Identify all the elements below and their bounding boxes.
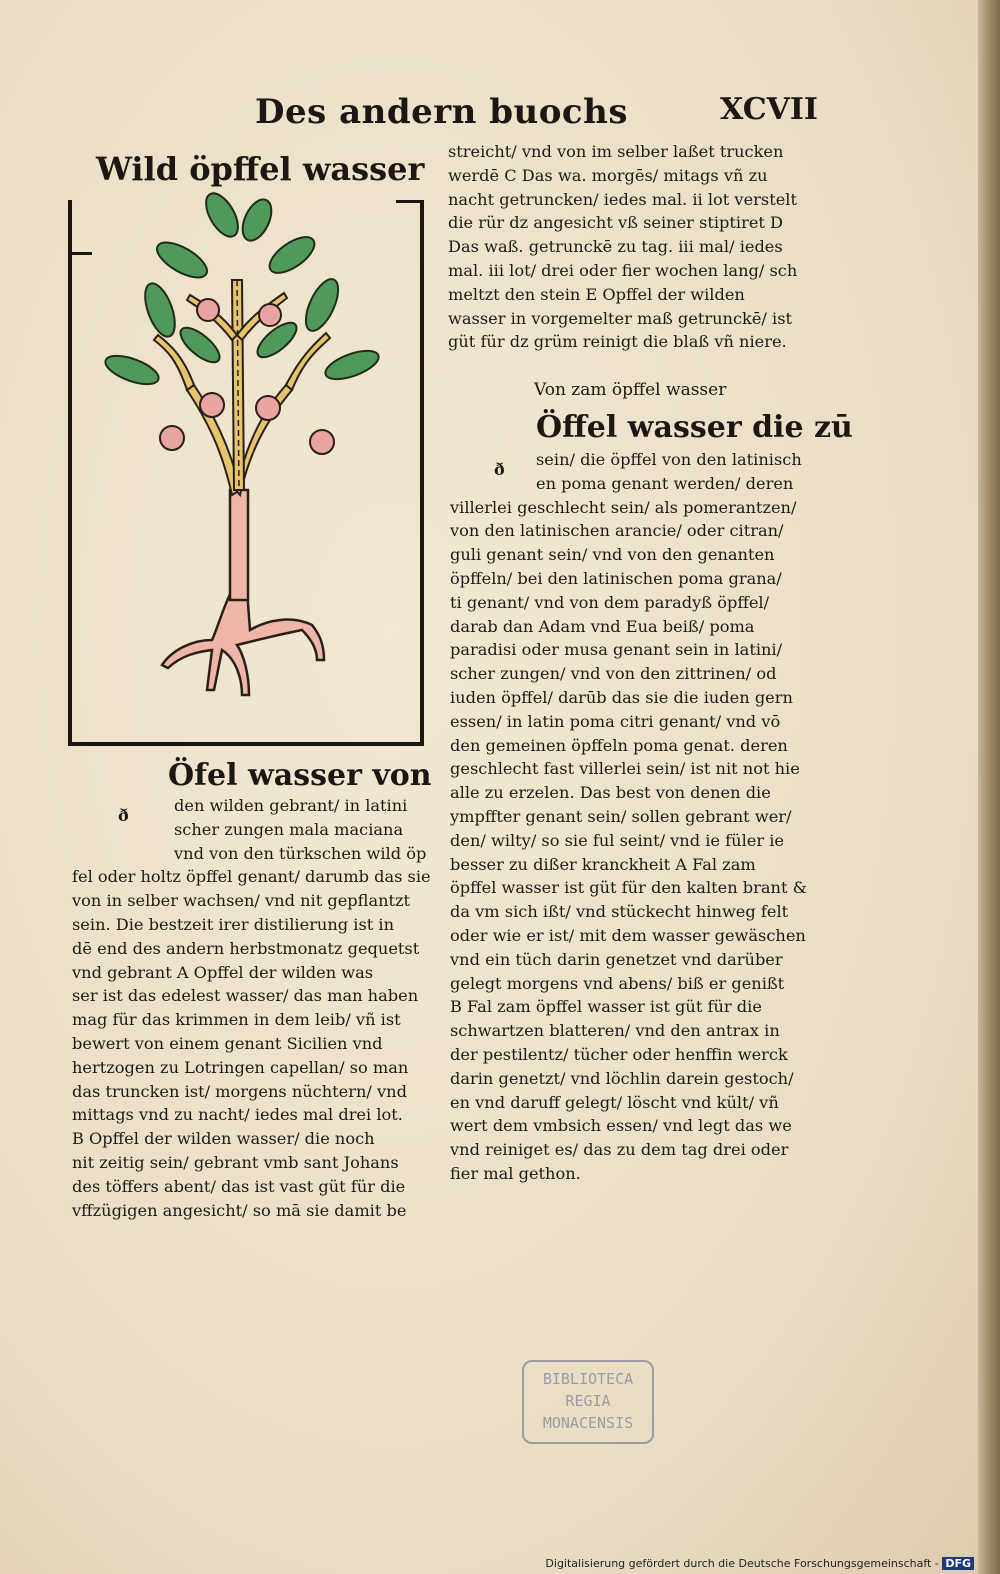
- text-line: bewert von einem genant Sicilien vnd: [72, 1033, 383, 1053]
- text-line: das truncken ist/ morgens nüchtern/ vnd: [72, 1081, 407, 1101]
- text-line: vnd reiniget es/ das zu dem tag drei oder: [450, 1140, 789, 1160]
- text-line: vffzügigen angesicht/ so mā sie damit be: [72, 1200, 407, 1220]
- text-line: wert dem vmbsich essen/ vnd legt das we: [450, 1116, 792, 1136]
- text-line: darab dan Adam vnd Eua beiß/ poma: [450, 616, 755, 636]
- text-line: werdē C Das wa. morgēs/ mitags vñ zu: [448, 165, 768, 185]
- paragraph-marker-right: ð: [494, 460, 505, 479]
- text-line: fel oder holtz öpffel genant/ darumb das sie: [72, 867, 431, 887]
- right-column-text-bottom: [450, 448, 830, 1186]
- stamp-line: MONACENSIS: [542, 1414, 634, 1432]
- text-line: schwartzen blatteren/ vnd den antrax in: [450, 1021, 780, 1041]
- dfg-logo: DFG: [942, 1557, 974, 1570]
- text-line: geschlecht fast villerlei sein/ ist nit not hie: [450, 759, 800, 779]
- text-line: paradisi oder musa genant sein in latini/: [450, 640, 783, 660]
- text-line: von in selber wachsen/ vnd nit gepflantzt: [72, 891, 411, 911]
- page-edge: [978, 0, 1000, 1574]
- text-line: ympffter genant sein/ sollen gebrant wer/: [450, 806, 792, 826]
- text-line: des töffers abent/ das ist vast güt für die: [72, 1176, 406, 1196]
- section-heading-left: Öfel wasser von: [168, 758, 432, 793]
- text-line: scher zungen mala maciana: [174, 819, 404, 839]
- text-line: nacht getruncken/ iedes mal. ii lot verstelt: [448, 189, 797, 209]
- text-line: oder wie er ist/ mit dem wasser gewäschen: [450, 925, 806, 945]
- left-column-text: [72, 794, 442, 1222]
- text-line: vnd von den türkschen wild öp: [174, 843, 427, 863]
- text-line: mag für das krimmen in dem leib/ vñ ist: [72, 1010, 401, 1030]
- stamp-line: BIBLIOTECA: [542, 1370, 634, 1388]
- text-line: sein/ die öpffel von den latinisch: [536, 450, 802, 469]
- text-line: streicht/ vnd von im selber laßet trucken: [448, 142, 784, 161]
- text-line: B Fal zam öpffel wasser ist güt für die: [450, 997, 762, 1017]
- text-line: öpffeln/ bei den latinischen poma grana/: [450, 568, 782, 588]
- text-line: mittags vnd zu nacht/ iedes mal drei lot.: [72, 1105, 403, 1125]
- library-stamp: [522, 1360, 654, 1444]
- text-line: güt für dz grüm reinigt die blaß vñ niere.: [448, 332, 787, 352]
- paragraph-marker-left: ð: [118, 806, 129, 825]
- section-heading-right: Öffel wasser die zū: [536, 410, 853, 445]
- text-line: den wilden gebrant/ in latini: [174, 796, 408, 815]
- digitization-credit: [545, 1557, 974, 1570]
- folio-number: XCVII: [720, 92, 818, 127]
- text-line: guli genant sein/ vnd von den genanten: [450, 545, 775, 565]
- illustration-caption: Wild öpffel wasser: [96, 150, 425, 188]
- text-line: en vnd daruff gelegt/ löscht vnd kült/ vñ: [450, 1092, 779, 1112]
- running-header: Des andern buochs: [255, 92, 628, 132]
- text-line: da vm sich ißt/ vnd stückecht hinweg felt: [450, 902, 789, 922]
- right-column-text-top: [448, 140, 828, 354]
- text-line: B Opffel der wilden wasser/ die noch: [72, 1129, 375, 1149]
- section-subheading-right: Von zam öpffel wasser: [534, 380, 727, 400]
- text-line: mal. iii lot/ drei oder fier wochen lang/ sch: [448, 260, 798, 280]
- text-line: sein. Die bestzeit irer distilierung ist in: [72, 914, 395, 934]
- text-line: fier mal gethon.: [450, 1163, 581, 1183]
- text-line: meltzt den stein E Opffel der wilden: [448, 284, 745, 304]
- text-line: von den latinischen arancie/ oder citran/: [450, 521, 784, 541]
- text-line: iuden öpffel/ darūb das sie die iuden gern: [450, 687, 793, 707]
- text-line: öpffel wasser ist güt für den kalten brant &: [450, 878, 808, 898]
- text-line: villerlei geschlecht sein/ als pomerantzen/: [450, 497, 797, 517]
- text-line: Das waß. getrunckē zu tag. iii mal/ iedes: [448, 237, 783, 257]
- text-line: den/ wilty/ so sie ful seint/ vnd ie füler ie: [450, 830, 784, 850]
- text-line: essen/ in latin poma citri genant/ vnd vō: [450, 711, 781, 731]
- text-line: ser ist das edelest wasser/ das man haben: [72, 986, 419, 1006]
- text-line: darin genetzt/ vnd löchlin darein gestoch/: [450, 1068, 794, 1088]
- text-line: vnd gebrant A Opffel der wilden was: [72, 962, 374, 982]
- text-line: den gemeinen öpffeln poma genat. deren: [450, 735, 788, 755]
- text-line: en poma genant werden/ deren: [536, 473, 794, 493]
- text-line: nit zeitig sein/ gebrant vmb sant Johans: [72, 1152, 399, 1172]
- text-line: dē end des andern herbstmonatz gequetst: [72, 938, 420, 958]
- text-line: gelegt morgens vnd abens/ biß er genißt: [450, 973, 785, 993]
- text-line: ti genant/ vnd von dem paradyß öpffel/: [450, 592, 770, 612]
- text-line: besser zu dißer kranckheit A Fal zam: [450, 854, 756, 874]
- text-line: scher zungen/ vnd von den zittrinen/ od: [450, 664, 777, 684]
- text-line: alle zu erzelen. Das best von denen die: [450, 783, 771, 803]
- text-line: der pestilentz/ tücher oder henffin werck: [450, 1044, 788, 1064]
- text-line: die rür dz angesicht vß seiner stiptiret D: [448, 213, 784, 233]
- stamp-line: REGIA: [565, 1392, 611, 1410]
- text-line: vnd ein tüch darin genetzet vnd darüber: [450, 949, 783, 969]
- plant-woodcut-illustration: [72, 190, 414, 740]
- credit-text: Digitalisierung gefördert durch die Deutsche Forschungsgemeinschaft -: [545, 1557, 939, 1570]
- text-line: hertzogen zu Lotringen capellan/ so man: [72, 1057, 409, 1077]
- text-line: wasser in vorgemelter maß getrunckē/ ist: [448, 308, 793, 328]
